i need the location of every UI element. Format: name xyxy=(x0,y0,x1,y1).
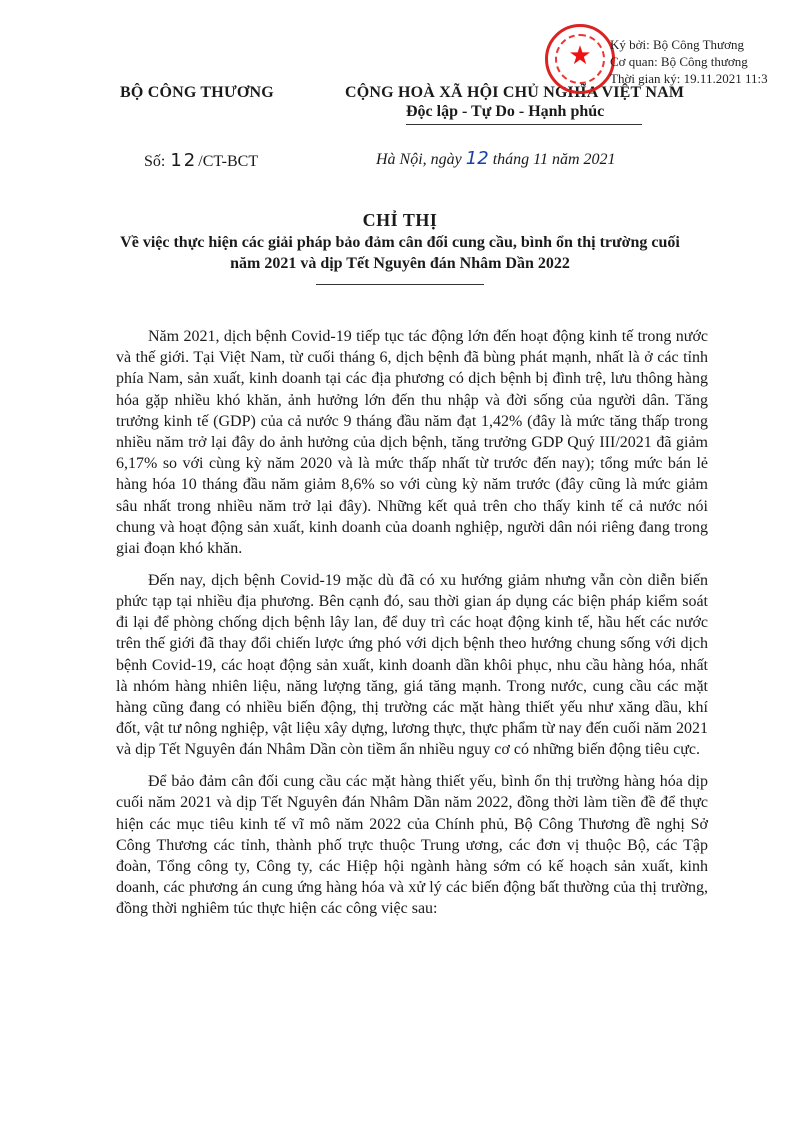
signature-agency: Cơ quan: Bộ Công thương xyxy=(610,54,748,69)
national-title: CỘNG HOÀ XÃ HỘI CHỦ NGHĨA VIỆT NAM xyxy=(345,84,685,101)
document-body xyxy=(116,326,708,930)
document-number-suffix: /CT-BCT xyxy=(198,153,259,170)
issuing-agency: BỘ CÔNG THƯƠNG xyxy=(120,84,274,101)
document-number xyxy=(144,150,258,171)
signature-signer: Ký bởi: Bộ Công Thương xyxy=(610,37,744,52)
issue-date-suffix: tháng 11 năm 2021 xyxy=(492,151,616,168)
star-icon: ★ xyxy=(568,41,592,70)
body-paragraph: Đến nay, dịch bệnh Covid-19 mặc dù đã có xu hướng giảm nhưng vẫn còn diễn biến phức tạp tại nhiều địa phương. Bên cạnh đó, sau thời gian áp dụng các biện pháp kiểm soát đi lại để phòng chống dịch bệnh lây lan, để duy trì các hoạt động kinh tế, hầu hết các nước trên thế giới đã thay đổi chiến lược ứng phó với dịch bệnh theo hướng chung sống với dịch bệnh Covid-19, các hoạt động sản xuất, kinh doanh dần khôi phục, nhu cầu hàng hóa, nhất là nhóm hàng nhiên liệu, năng lượng tăng, giá tăng mạnh. Trong nước, cung cầu các mặt hàng cũng đang có nhiều biến động, thị trường các mặt hàng thiết yếu như xăng dầu, khí đốt, vật tư nông nghiệp, vật liệu xây dựng, lương thực, thực phẩm từ nay đến cuối năm 2021 và dịp Tết Nguyên đán Nhâm Dần còn tiềm ẩn nhiều nguy cơ có những biến động tiêu cực. xyxy=(116,571,708,759)
signature-time: Thời gian ký: 19.11.2021 11:3 xyxy=(610,71,768,86)
digital-signature-seal xyxy=(545,24,615,94)
document-subtitle: Về việc thực hiện các giải pháp bảo đảm cân đối cung cầu, bình ổn thị trường cuối năm 2021 và dịp Tết Nguyên đán Nhâm Dần 2022 xyxy=(120,234,680,272)
digital-signature-info xyxy=(610,36,768,87)
issue-date xyxy=(376,148,616,169)
issue-date-day-handwritten: 12 xyxy=(465,148,489,169)
body-paragraph: Năm 2021, dịch bệnh Covid-19 tiếp tục tác động lớn đến hoạt động kinh tế trong nước và thế giới. Tại Việt Nam, từ cuối tháng 6, dịch bệnh đã bùng phát mạnh, nhất là ở các tỉnh phía Nam, sản xuất, kinh doanh tại các địa phương có dịch bệnh bị đình trệ, lưu thông hàng hóa gặp nhiều khó khăn, ảnh hưởng lớn đến thu nhập và đời sống của người dân. Tăng trưởng kinh tế (GDP) của cả nước 9 tháng đầu năm đạt 1,42% (đây là mức tăng thấp trong nhiều năm trở lại đây do ảnh hưởng của dịch bệnh, tăng trưởng GDP Quý III/2021 đã giảm 6,17% so với cùng kỳ năm 2020 và là mức thấp nhất từ trước đến nay); tổng mức bán lẻ hàng hóa 10 tháng đầu năm giảm 8,6% so với cùng kỳ năm trước (đây cũng là mức giảm sâu nhất trong nhiều năm trở lại đây). Những kết quả trên cho thấy kinh tế cả nước nói chung và hoạt động sản xuất, kinh doanh của doanh nghiệp, người dân nói riêng đang trong giai đoạn khó khăn. xyxy=(116,328,708,558)
document-number-prefix: Số: xyxy=(144,153,166,170)
title-underline xyxy=(316,284,484,285)
document-number-handwritten: 12 xyxy=(170,150,198,171)
motto-underline xyxy=(406,124,642,125)
body-paragraph: Để bảo đảm cân đối cung cầu các mặt hàng thiết yếu, bình ổn thị trường hàng hóa dịp cuối năm 2021 và dịp Tết Nguyên đán Nhâm Dần năm 2022, đồng thời làm tiền đề để thực hiện các mục tiêu kinh tế vĩ mô năm 2022 của Chính phủ, Bộ Công Thương đề nghị Sở Công Thương các tỉnh, thành phố trực thuộc Trung ương, các đơn vị thuộc Bộ, các Tập đoàn, Tổng công ty, Công ty, các Hiệp hội ngành hàng sớm có kế hoạch sản xuất, kinh doanh, các phương án cung ứng hàng hóa và xử lý các biến động bất thường của thị trường, đồng thời nghiêm túc thực hiện các công việc sau: xyxy=(116,773,708,918)
issue-date-prefix: Hà Nội, ngày xyxy=(376,151,462,168)
national-motto: Độc lập - Tự Do - Hạnh phúc xyxy=(406,103,605,120)
document-title: CHỈ THỊ xyxy=(362,210,438,230)
